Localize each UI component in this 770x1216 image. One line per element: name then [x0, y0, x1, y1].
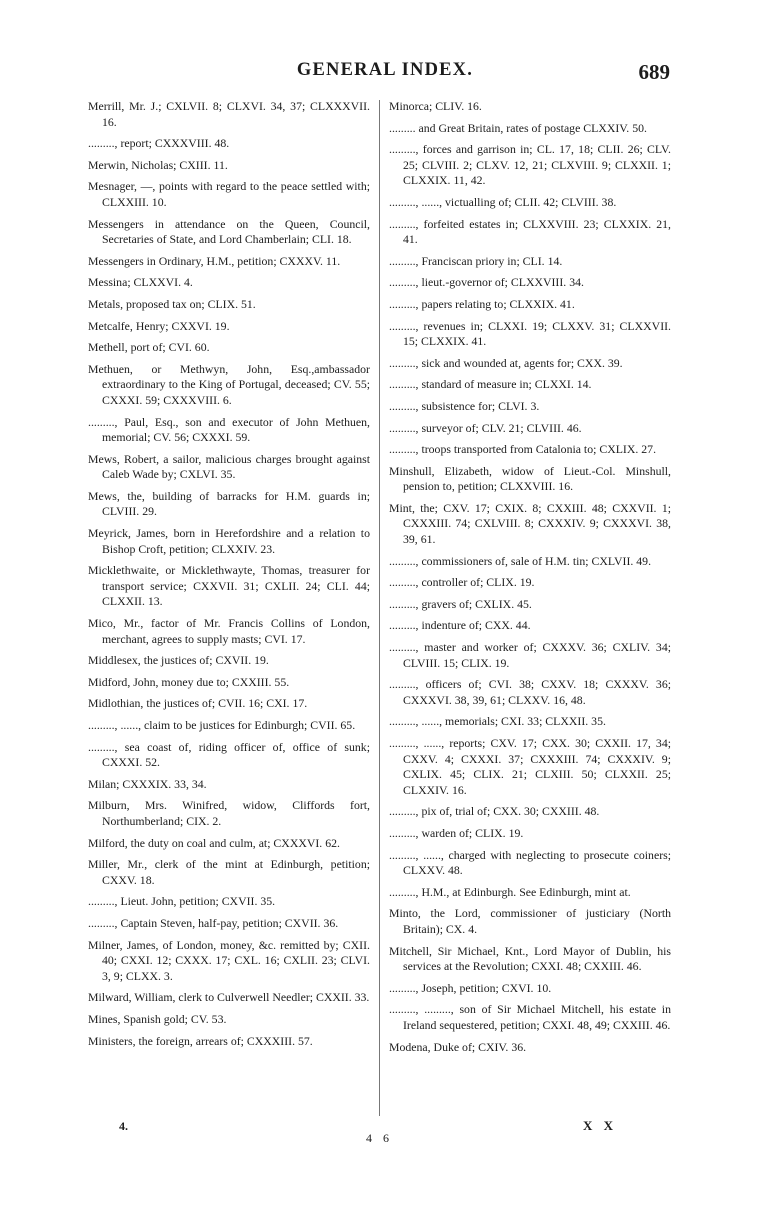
index-entry: Milner, James, of London, money, &c. remitted by; CXII. 40; CXXI. 12; CXXX. 17; CXL. 16; CXLII. 23; CLVI. 3, 9; CLXX. 3.	[88, 937, 370, 983]
index-entry: Ministers, the foreign, arrears of; CXXXIII. 57.	[88, 1033, 313, 1048]
index-entry: Methell, port of; CVI. 60.	[88, 340, 210, 355]
page-number: 689	[638, 60, 670, 84]
index-entry: ........., Paul, Esq., son and executor of John Methuen, memorial; CV. 56; CXXXI. 59.	[88, 414, 370, 445]
index-entry: Mines, Spanish gold; CV. 53.	[88, 1011, 227, 1026]
index-entry: ........., ........., son of Sir Michael Mitchell, his estate in Ireland sequestered, petition; CXXI. 48, 49; CXXIII. 46.	[389, 1002, 671, 1032]
index-entry: ........., controller of; CLIX. 19.	[389, 575, 535, 590]
index-entry: ........., report; CXXXVIII. 48.	[88, 136, 230, 151]
index-entry: Milburn, Mrs. Winifred, widow, Cliffords fort, Northumberland; CIX. 2.	[88, 798, 370, 828]
index-entry: ........., sea coast of, riding officer of, office of sunk; CXXXI. 52.	[88, 739, 370, 770]
index-entry: Metals, proposed tax on; CLIX. 51.	[88, 296, 256, 311]
index-entry: ......... and Great Britain, rates of postage CLXXIV. 50.	[389, 120, 647, 135]
index-entry: Mews, the, building of barracks for H.M. guards in; CLVIII. 29.	[88, 488, 370, 519]
index-entry: ........., sick and wounded at, agents for; CXX. 39.	[389, 355, 623, 370]
index-entry: ........., ......, claim to be justices for Edinburgh; CVII. 65.	[88, 718, 356, 732]
index-entry: ........., standard of measure in; CLXXI. 14.	[389, 377, 592, 392]
index-entry: ........., master and worker of; CXXXV. 36; CXLIV. 34; CLVIII. 15; CLIX. 19.	[389, 640, 671, 670]
index-entry: Messengers in attendance on the Queen, Council, Secretaries of State, and Lord Chamberlain; CLI. 18.	[88, 216, 370, 247]
index-entry: ........., lieut.-governor of; CLXXVIII. 34.	[389, 275, 584, 290]
right-column	[389, 99, 671, 1061]
index-entry: ........., ......, victualling of; CLII. 42; CLVIII. 38.	[389, 194, 617, 209]
index-entry: Micklethwaite, or Micklethwayte, Thomas, treasurer for transport service; CXXVII. 31; CXLII. 24; CLI. 44; CLXXII. 13.	[88, 563, 370, 609]
index-entry: ........., forces and garrison in; CL. 17, 18; CLII. 26; CLV. 25; CLVIII. 2; CLXV. 12, 21; CLXVIII. 9; CLXXII. 1; CLXXIX. 11, 42.	[389, 142, 671, 188]
index-entry: Mesnager, —, points with regard to the peace settled with; CLXXIII. 10.	[88, 179, 370, 209]
left-column	[88, 99, 370, 1055]
index-entry: ........., indenture of; CXX. 44.	[389, 618, 531, 633]
index-entry: Milward, William, clerk to Culverwell Needler; CXXII. 33.	[88, 990, 370, 1005]
index-entry: ........., Captain Steven, half-pay, petition; CXVII. 36.	[88, 915, 339, 930]
index-entry: Midlothian, the justices of; CVII. 16; CXI. 17.	[88, 696, 308, 711]
index-entry: ........., commissioners of, sale of H.M. tin; CXLVII. 49.	[389, 553, 652, 568]
index-entry: Middlesex, the justices of; CXVII. 19.	[88, 653, 269, 668]
index-entry: ........., revenues in; CLXXI. 19; CLXXV. 31; CLXXVII. 15; CLXXIX. 41.	[389, 318, 671, 349]
index-entry: ........., subsistence for; CLVI. 3.	[389, 398, 540, 413]
index-entry: Mint, the; CXV. 17; CXIX. 8; CXXIII. 48; CXXVII. 1; CXXXIII. 74; CXLVIII. 8; CXXXIV. 9; CXXXVI. 38, 39, 61.	[389, 500, 671, 547]
index-entry: Minshull, Elizabeth, widow of Lieut.-Col. Minshull, pension to, petition; CLXXVIII. 16.	[389, 463, 671, 494]
index-entry: Methuen, or Methwyn, John, Esq.,ambassador extraordinary to the King of Portugal, deceased; CV. 55; CXXXI. 59; CXXXVIII. 6.	[88, 361, 370, 407]
index-entry: ........., Franciscan priory in; CLI. 14.	[389, 253, 563, 268]
index-entry: Meyrick, James, born in Herefordshire and a relation to Bishop Croft, petition; CLXXIV. 23.	[88, 526, 370, 556]
index-entry: Minto, the Lord, commissioner of justiciary (North Britain); CX. 4.	[389, 906, 671, 936]
index-entry: Midford, John, money due to; CXXIII. 55.	[88, 674, 290, 689]
index-entry: ........., ......, charged with neglecting to prosecute coiners; CLXXV. 48.	[389, 847, 671, 878]
signature-mark-left: 4.	[119, 1119, 128, 1133]
index-entry: Messina; CLXXVI. 4.	[88, 275, 193, 290]
index-entry: ........., papers relating to; CLXXIX. 41.	[389, 296, 575, 311]
index-entry: Merrill, Mr. J.; CXLVII. 8; CLXVI. 34, 37; CLXXXVII. 16.	[88, 99, 370, 129]
index-entry: ........., forfeited estates in; CLXXVIII. 23; CLXXIX. 21, 41.	[389, 216, 671, 247]
index-entry: Modena, Duke of; CXIV. 36.	[389, 1039, 527, 1054]
index-entry: ........., ......, reports; CXV. 17; CXX. 30; CXXII. 17, 34; CXXV. 4; CXXXI. 37; CXXXIII. 74; CXXXIV. 9; CXLIX. 45; CLIX. 21; CLXIII. 50; CLXXII. 25; CLXXIV. 16.	[389, 736, 671, 797]
signature-mark-right: X X	[583, 1118, 618, 1133]
index-entry: ........., Lieut. John, petition; CXVII. 35.	[88, 894, 276, 909]
index-entry: ........., gravers of; CXLIX. 45.	[389, 596, 532, 611]
index-entry: Mitchell, Sir Michael, Knt., Lord Mayor of Dublin, his services at the Revolution; CXXI. 48; CXXIII. 46.	[389, 943, 671, 974]
column-divider	[379, 100, 380, 1116]
page-title: GENERAL INDEX.	[296, 60, 474, 80]
index-entry: Milford, the duty on coal and culm, at; CXXXVI. 62.	[88, 835, 340, 850]
index-entry: ........., warden of; CLIX. 19.	[389, 825, 524, 840]
index-entry: Minorca; CLIV. 16.	[389, 99, 482, 113]
index-entry: ........., pix of, trial of; CXX. 30; CXXIII. 48.	[389, 804, 600, 819]
index-entry: ........., troops transported from Catalonia to; CXLIX. 27.	[389, 442, 657, 457]
index-entry: Messengers in Ordinary, H.M., petition; CXXXV. 11.	[88, 253, 341, 268]
index-entry: Metcalfe, Henry; CXXVI. 19.	[88, 318, 230, 333]
index-entry: Miller, Mr., clerk of the mint at Edinburgh, petition; CXXV. 18.	[88, 857, 370, 887]
index-entry: ........., H.M., at Edinburgh. See Edinburgh, mint at.	[389, 884, 631, 899]
index-entry: ........., ......, memorials; CXI. 33; CLXXII. 35.	[389, 714, 606, 729]
signature-mark-center: 4 6	[366, 1131, 393, 1145]
index-entry: ........., Joseph, petition; CXVI. 10.	[389, 980, 552, 995]
index-entry: Merwin, Nicholas; CXIII. 11.	[88, 157, 228, 172]
index-entry: Mico, Mr., factor of Mr. Francis Collins of London, merchant, agrees to supply masts; CVI. 17.	[88, 616, 370, 646]
index-entry: Milan; CXXXIX. 33, 34.	[88, 776, 207, 791]
index-entry: ........., surveyor of; CLV. 21; CLVIII. 46.	[389, 420, 582, 435]
index-entry: ........., officers of; CVI. 38; CXXV. 18; CXXXV. 36; CXXXVI. 38, 39, 61; CLXXV. 16, 48.	[389, 677, 671, 707]
index-entry: Mews, Robert, a sailor, malicious charges brought against Caleb Wade by; CXLVI. 35.	[88, 451, 370, 482]
